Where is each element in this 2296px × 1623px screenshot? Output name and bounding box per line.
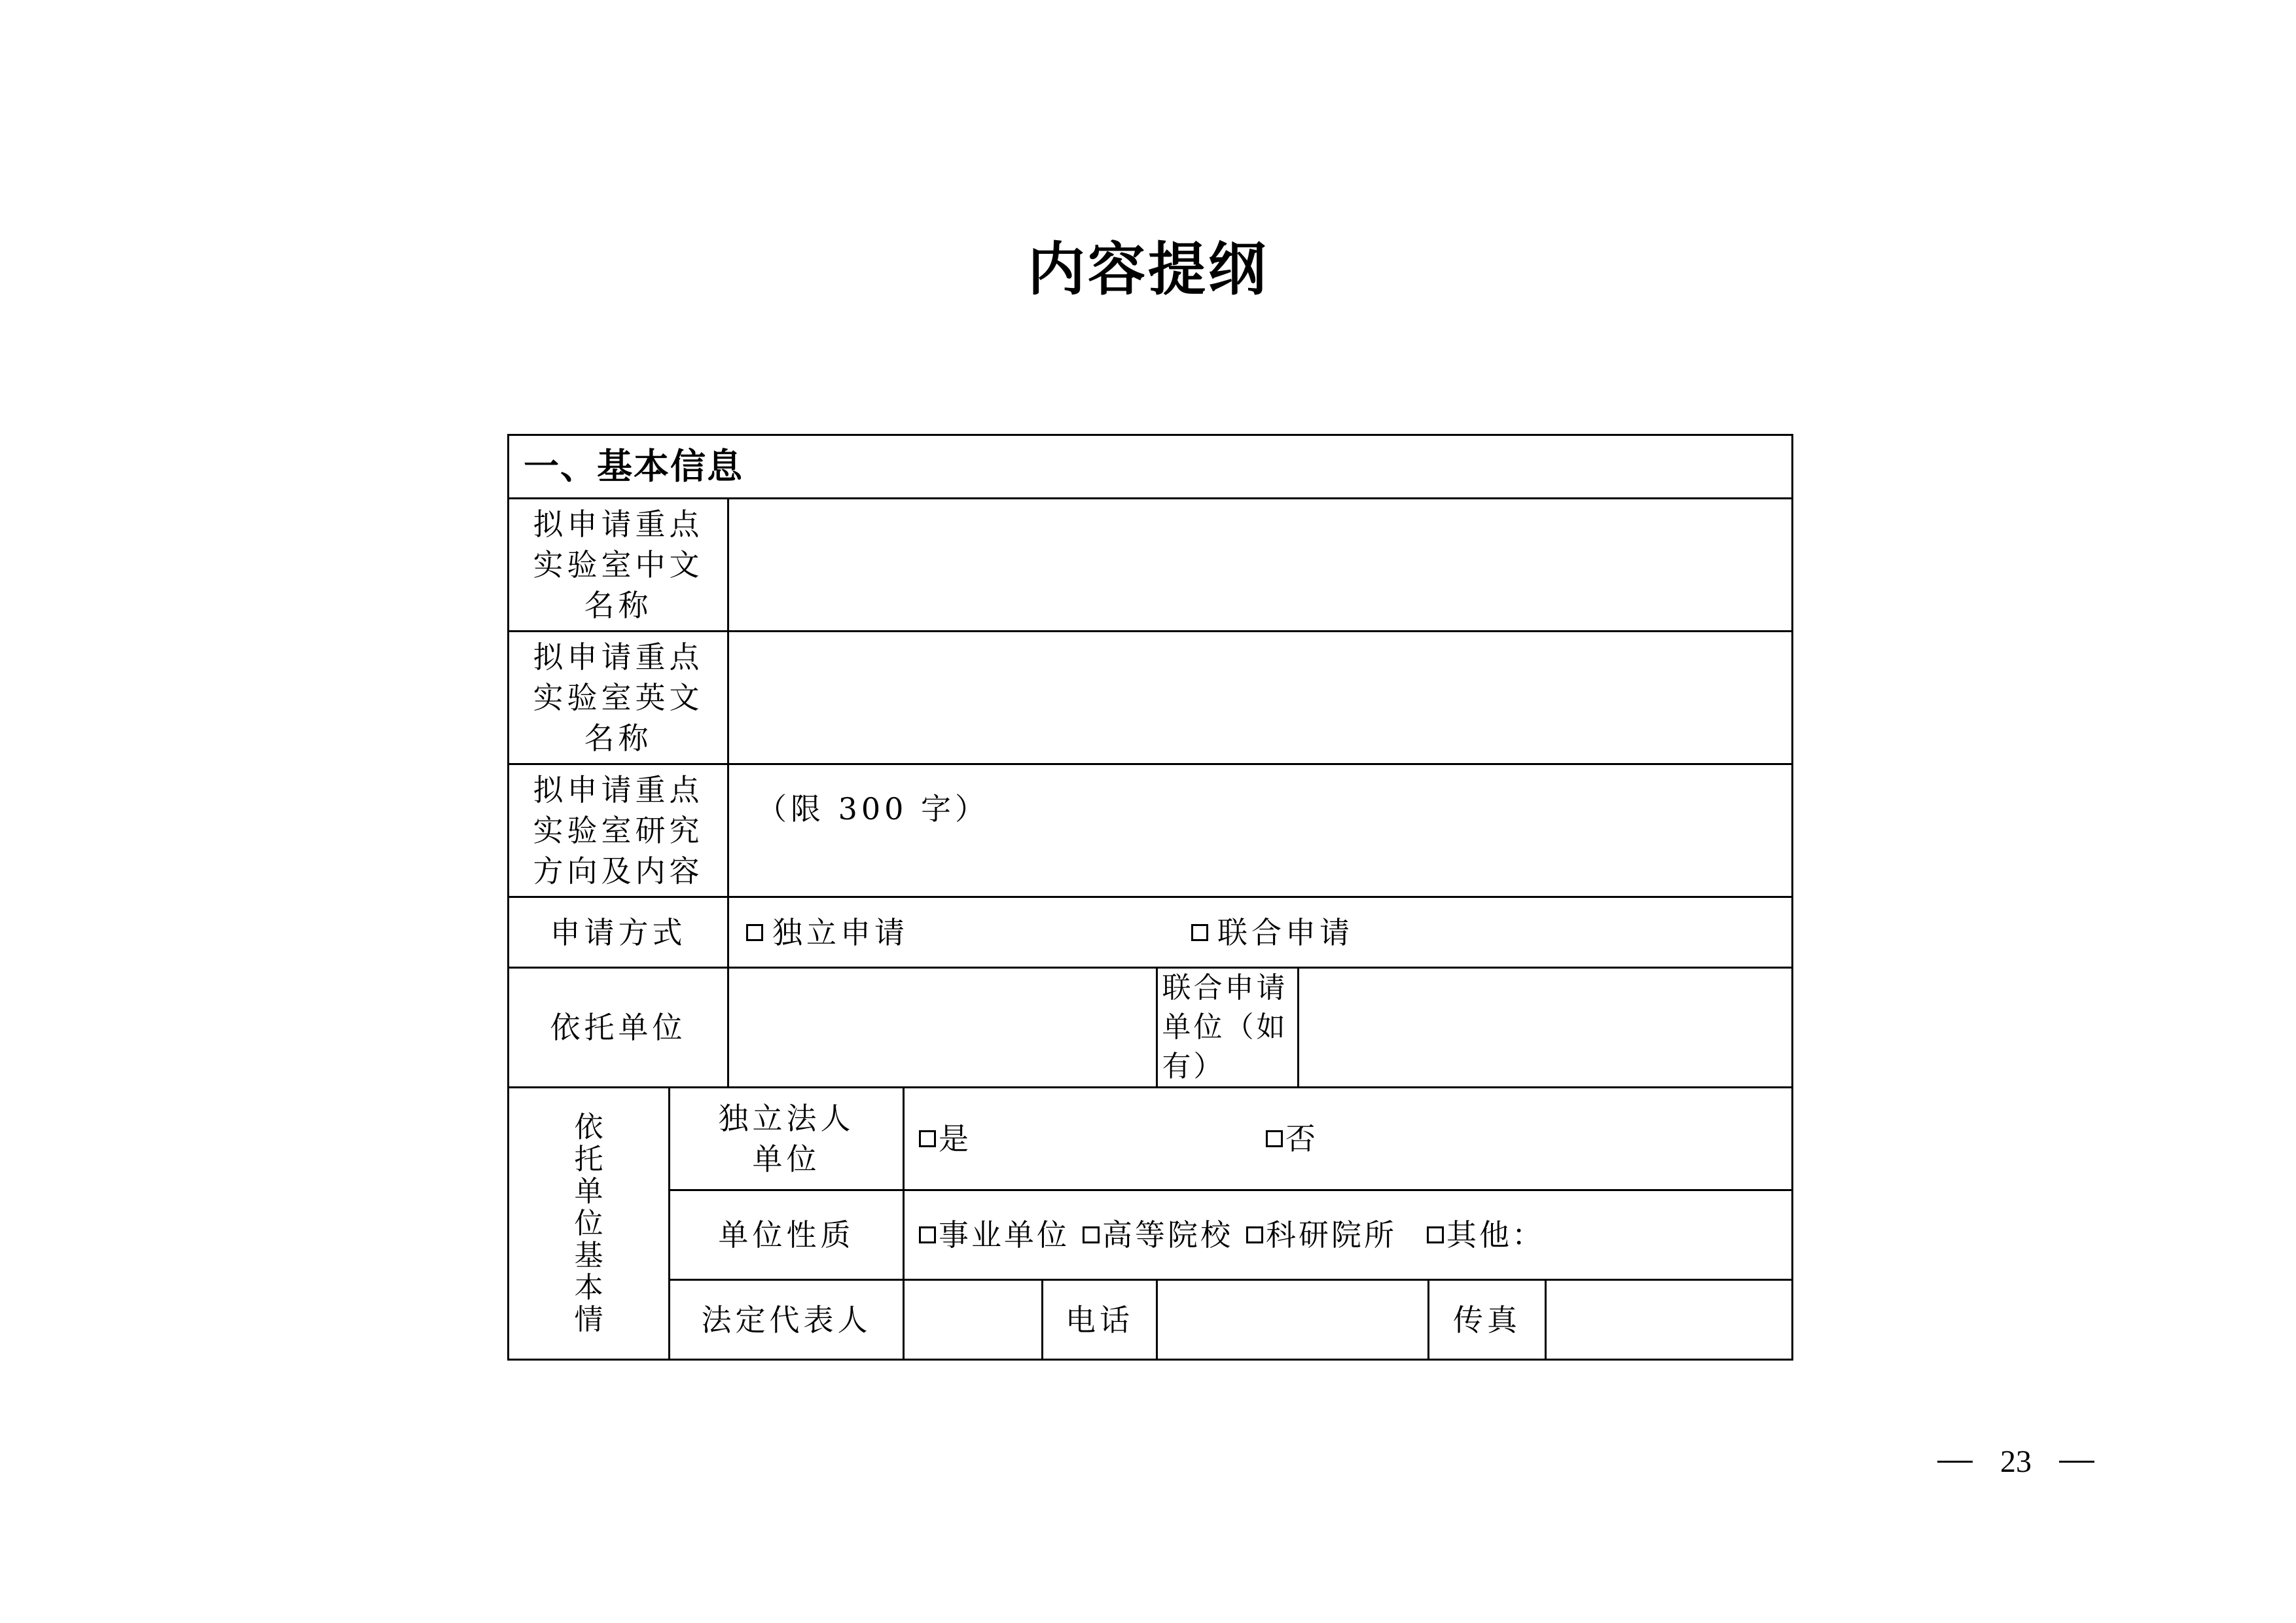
phone-field[interactable] [1157, 1280, 1429, 1360]
checkbox-icon [1083, 1226, 1100, 1243]
option-no[interactable]: 否 [1266, 1118, 1319, 1159]
legal-entity-field [904, 1088, 1793, 1190]
en-name-field[interactable] [728, 632, 1793, 764]
basic-info-form [507, 434, 1793, 1361]
option-other[interactable]: 其他： [1427, 1215, 1545, 1255]
en-name-label: 拟申请重点实验室英文名称 [509, 632, 728, 764]
apply-mode-field [728, 897, 1793, 968]
host-unit-label: 依托单位 [509, 968, 728, 1088]
research-hint: （限 300 字） [757, 791, 990, 827]
dash-left [1937, 1461, 1973, 1463]
option-research-institute[interactable]: 科研院所 [1246, 1215, 1397, 1255]
phone-label: 电话 [1043, 1280, 1157, 1360]
option-joint[interactable]: 联合申请 [1191, 912, 1354, 953]
checkbox-icon [746, 924, 763, 941]
section-heading: 一、基本信息 [509, 435, 1793, 499]
host-unit-field[interactable] [728, 968, 1157, 1088]
checkbox-icon [919, 1226, 936, 1243]
joint-unit-field[interactable] [1299, 968, 1793, 1088]
checkbox-icon [1246, 1226, 1263, 1243]
checkbox-icon [919, 1130, 936, 1147]
cn-name-field[interactable] [728, 499, 1793, 632]
fax-label: 传真 [1429, 1280, 1546, 1360]
unit-type-field [904, 1190, 1793, 1280]
fax-field[interactable] [1546, 1280, 1793, 1360]
unit-type-label: 单位性质 [670, 1190, 904, 1280]
research-field[interactable] [728, 764, 1793, 897]
legal-rep-field[interactable] [904, 1280, 1043, 1360]
option-independent[interactable]: 独立申请 [746, 912, 1191, 953]
option-public-institution[interactable]: 事业单位 [919, 1215, 1069, 1255]
page-title: 内容提纲 [1027, 236, 1268, 303]
checkbox-icon [1191, 924, 1208, 941]
legal-rep-label: 法定代表人 [670, 1280, 904, 1360]
cn-name-label: 拟申请重点实验室中文名称 [509, 499, 728, 632]
page-number-text: 23 [2000, 1444, 2032, 1479]
research-label: 拟申请重点实验室研究方向及内容 [509, 764, 728, 897]
joint-unit-label: 联合申请单位（如有） [1157, 968, 1299, 1088]
dash-right [2059, 1461, 2094, 1463]
option-university[interactable]: 高等院校 [1083, 1215, 1233, 1255]
host-info-label: 依 托 单 位 基 本 情 [509, 1088, 670, 1360]
checkbox-icon [1427, 1226, 1444, 1243]
option-yes[interactable]: 是 [919, 1118, 1266, 1159]
legal-entity-label: 独立法人单位 [670, 1088, 904, 1190]
apply-mode-label: 申请方式 [509, 897, 728, 968]
page-number [1937, 1444, 2094, 1480]
checkbox-icon [1266, 1130, 1283, 1147]
